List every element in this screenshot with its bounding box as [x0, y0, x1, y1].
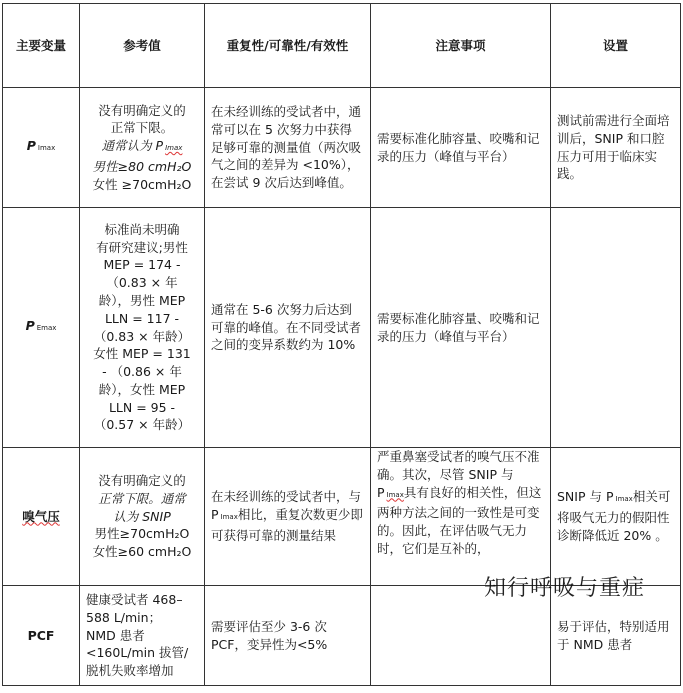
- ref-line: 健康受试者 468–: [86, 592, 183, 607]
- variable-cell: [3, 586, 80, 686]
- ref-line: （0.57 × 年龄）: [93, 417, 191, 433]
- ref-line: NMD 患者: [86, 627, 145, 643]
- setting-cell: [551, 88, 681, 208]
- ref-line: 龄），女性 MEP: [98, 381, 186, 397]
- variable-cell: [3, 88, 80, 208]
- setting-text: 测试前需进行全面培训后，SNIP 和口腔压力可用于临床实践。: [557, 112, 670, 182]
- reference-cell: [80, 586, 205, 686]
- notes-text: 严重鼻塞受试者的嗅气压不准确。其次，尽管 SNIP 与 P: [377, 449, 540, 500]
- notes-text-cont: 具有良好的相关性，但这两种方法之间的一致性是可变的。因此，在评估吸气无力时，它们是互补的，: [377, 484, 542, 556]
- notes-text: 需要标准化肺容量、咬嘴和记录的压力（峰值与平台）: [377, 130, 540, 164]
- ref-line: MEP = 174 -: [103, 257, 181, 273]
- header-cell-repeatability: [205, 4, 371, 88]
- header-cell-reference: [80, 4, 205, 88]
- table-row: [3, 88, 681, 208]
- variable-subscript: Imax: [37, 144, 56, 153]
- ref-line: 没有明确定义的: [98, 102, 186, 118]
- header-setting-text: 设置: [602, 37, 628, 53]
- repeatability-cell: [205, 448, 371, 586]
- header-cell-variable: [3, 4, 80, 88]
- repeatability-text: 通常在 5-6 次努力后达到可靠的峰值。在不同受试者之间的变异系数约为 10%: [211, 301, 362, 353]
- header-row: [3, 4, 681, 88]
- repeatability-cell: [205, 88, 371, 208]
- repeatability-text-cont: 相比，重复次数更少即可获得可靠的测量结果: [211, 507, 363, 543]
- reference-cell: [80, 208, 205, 448]
- notes-cell: [371, 448, 551, 586]
- header-notes-text: 注意事项: [435, 37, 486, 53]
- ref-line: （0.83 × 年: [106, 275, 178, 291]
- ref-line: 正常下限。: [110, 120, 174, 136]
- repeatability-text: 在未经训练的受试者中，与 P: [211, 489, 362, 523]
- ref-line: 女性 ≥70cmH₂O: [92, 176, 192, 192]
- ref-line: 没有明确定义的: [98, 473, 186, 488]
- table-row: [3, 448, 681, 586]
- ref-line: 男性≥70cmH₂O: [94, 526, 190, 542]
- watermark: 知行呼吸与重症: [484, 576, 646, 601]
- setting-text: 易于评估，特别适用于 NMD 患者: [557, 618, 670, 652]
- setting-text: SNIP 与 P: [557, 489, 614, 505]
- ref-line: 通常认为 P: [101, 138, 164, 154]
- notes-subscript: Imax: [386, 490, 404, 499]
- header-repeatability-text: 重复性/可靠性/有效性: [226, 37, 349, 53]
- repeatability-cell: [205, 586, 371, 686]
- reference-cell: [80, 88, 205, 208]
- setting-cell: [551, 448, 681, 586]
- ref-line: LLN = 95 -: [108, 399, 176, 415]
- table-row: [3, 208, 681, 448]
- variable-main: P: [25, 318, 35, 334]
- header-cell-notes: [371, 4, 551, 88]
- setting-text-cont: 相关可将吸气无力的假阳性诊断降低近 20% 。: [557, 489, 671, 543]
- ref-line: 龄），男性 MEP: [98, 292, 186, 308]
- variable-main: P: [26, 138, 36, 154]
- ref-line: LLN = 117 -: [104, 310, 180, 326]
- variable-subscript: Emax: [36, 324, 57, 333]
- variable-main: PCF: [27, 627, 55, 643]
- header-variable-text: 主要变量: [15, 37, 66, 53]
- ref-line: <160L/min 拔管/: [86, 645, 189, 661]
- ref-line: 588 L/min；: [86, 609, 162, 625]
- notes-cell: [371, 88, 551, 208]
- ref-line: - （0.86 × 年: [102, 364, 182, 380]
- notes-cell: [371, 208, 551, 448]
- ref-line: （0.83 × 年龄）: [93, 328, 191, 344]
- ref-line: 认为 SNIP: [113, 508, 171, 524]
- ref-line: 标准尚未明确: [104, 221, 180, 237]
- repeatability-text: 需要评估至少 3-6 次 PCF，变异性为<5%: [211, 618, 328, 652]
- setting-subscript: Imax: [615, 495, 633, 504]
- repeatability-cell: [205, 208, 371, 448]
- repeatability-subscript: Imax: [220, 513, 238, 522]
- variable-main: 嗅气压: [22, 508, 60, 524]
- notes-text: 需要标准化肺容量、咬嘴和记录的压力（峰值与平台）: [377, 310, 540, 344]
- ref-line: 有研究建议;男性: [96, 239, 188, 255]
- ref-line: 正常下限。通常: [98, 490, 186, 506]
- ref-line: 女性≥60 cmH₂O: [92, 544, 192, 560]
- header-reference-text: 参考值: [123, 37, 161, 53]
- ref-line: 男性≥80 cmH₂O: [92, 158, 192, 174]
- variable-cell: [3, 448, 80, 586]
- header-cell-setting: [551, 4, 681, 88]
- setting-cell: [551, 208, 681, 448]
- ref-subscript: Imax: [165, 144, 183, 153]
- ref-line: 脱机失败率增加: [86, 663, 174, 679]
- reference-cell: [80, 448, 205, 586]
- variable-cell: [3, 208, 80, 448]
- ref-line: 女性 MEP = 131: [93, 346, 191, 362]
- repeatability-text: 在未经训练的受试者中，通常可以在 5 次努力中获得足够可靠的测量值（两次吸气之间的差异为 <10%），在尝试 9 次后达到峰值。: [211, 104, 362, 191]
